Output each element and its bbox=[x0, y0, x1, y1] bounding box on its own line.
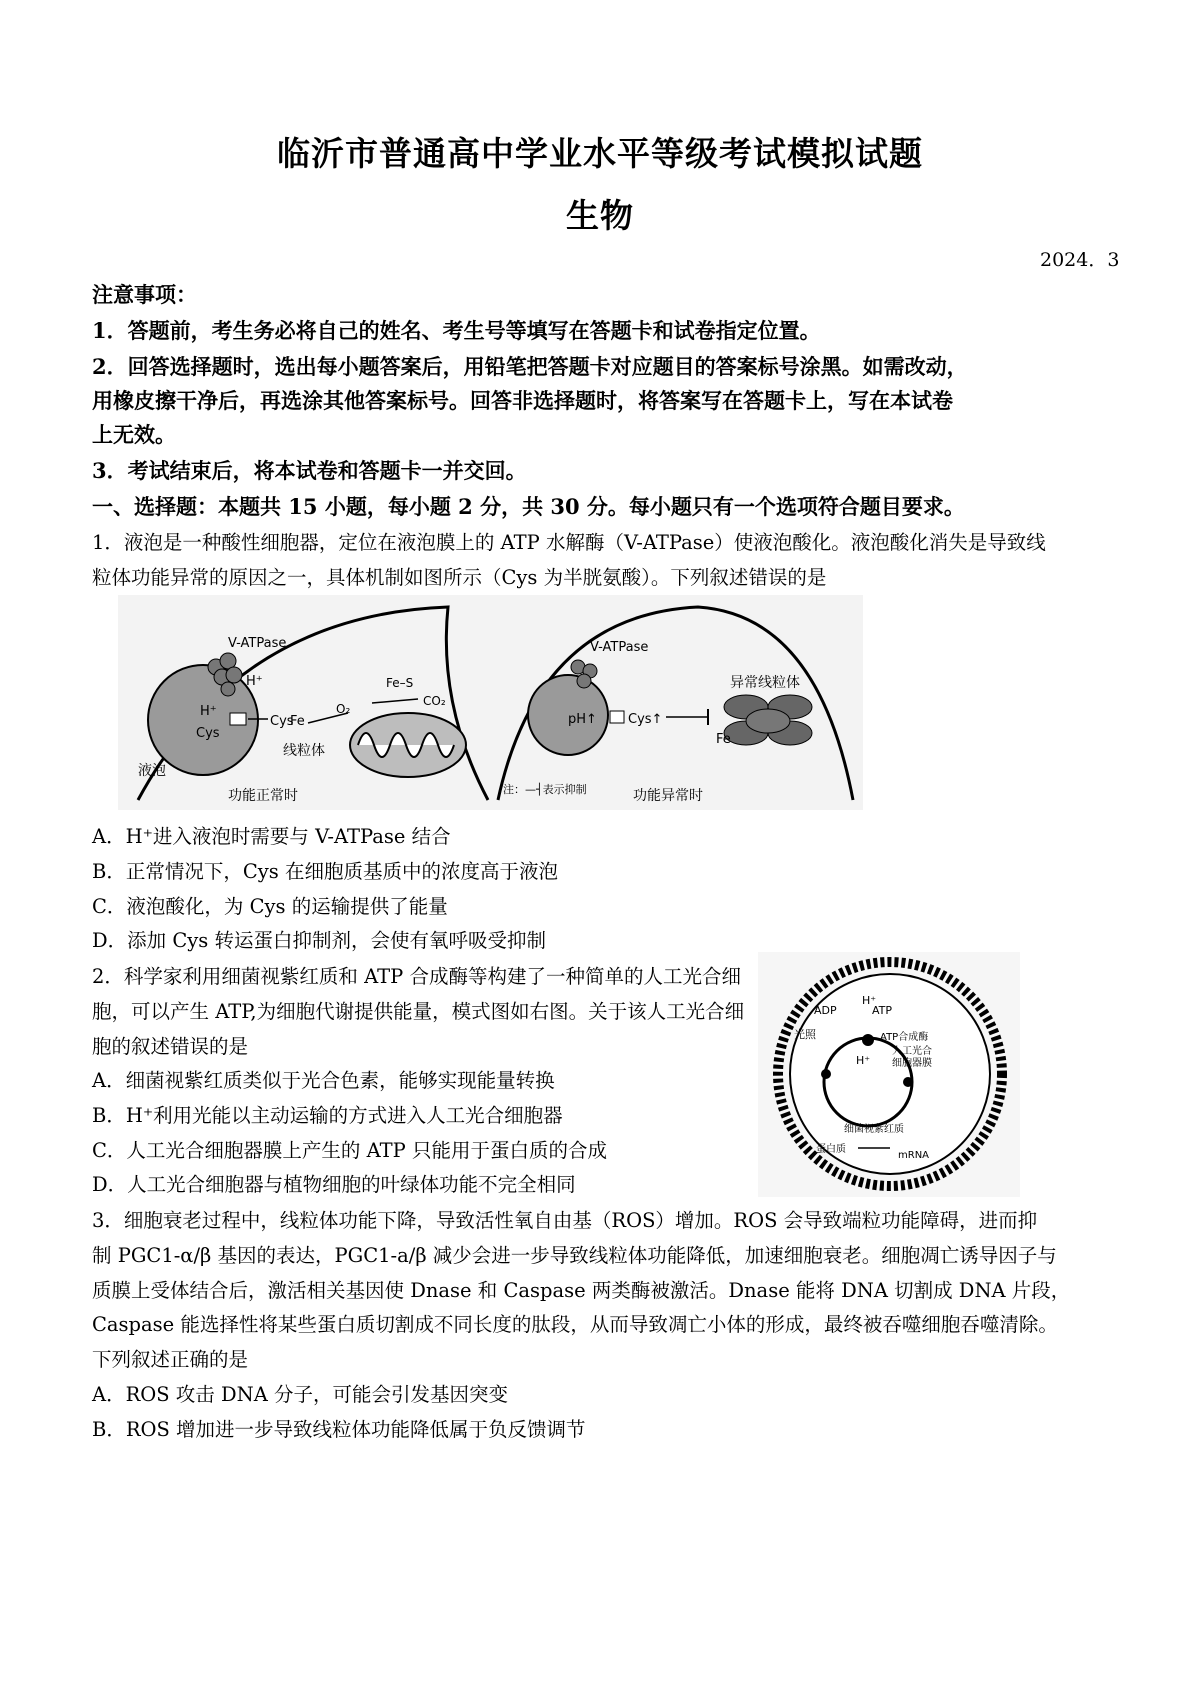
q1-option-c: C．液泡酸化，为 Cys 的运输提供了能量 bbox=[92, 895, 448, 918]
q2-option-b: B．H⁺利用光能以主动运输的方式进入人工光合细胞器 bbox=[92, 1104, 563, 1127]
label-h-plus: H⁺ bbox=[246, 674, 263, 689]
q3-stem-line: 制 PGC1-α/β 基因的表达，PGC1-a/β 减少会进一步导致线粒体功能降低，加速细胞衰老。细胞凋亡诱导因子与 bbox=[92, 1244, 1057, 1267]
mitochondrion-left bbox=[350, 713, 466, 777]
label-cys-inside: Cys bbox=[196, 726, 220, 741]
exam-date: 2024．3 bbox=[1040, 249, 1120, 271]
notice-item: 3．考试结束后，将本试卷和答题卡一并交回。 bbox=[92, 458, 527, 483]
subject-title: 生物 bbox=[566, 196, 634, 235]
q2-stem-line: 2．科学家利用细菌视紫红质和 ATP 合成酶等构建了一种简单的人工光合细 bbox=[92, 965, 741, 988]
label-ph: pH↑ bbox=[568, 712, 597, 727]
label-vatpase-right: V-ATPase bbox=[590, 640, 649, 655]
label-co2: CO₂ bbox=[423, 694, 446, 708]
q3-option-b: B．ROS 增加进一步导致线粒体功能降低属于负反馈调节 bbox=[92, 1418, 586, 1441]
q3-option-a: A．ROS 攻击 DNA 分子，可能会引发基因突变 bbox=[92, 1383, 508, 1406]
label-cys-out: Cys bbox=[270, 714, 294, 729]
notice-item: 用橡皮擦干净后，再选涂其他答案标号。回答非选择题时，将答案写在答题卡上，写在本试卷 bbox=[92, 388, 953, 413]
exam-title: 临沂市普通高中学业水平等级考试模拟试题 bbox=[277, 134, 923, 173]
label-membrane: 细胞器膜 bbox=[892, 1058, 932, 1069]
label-vacuole: 液泡 bbox=[138, 763, 166, 779]
label-inhibit-note: 注：—┤表示抑制 bbox=[503, 783, 587, 796]
label-rhodopsin: 细菌视紫红质 bbox=[844, 1124, 904, 1135]
label-h-plus: H⁺ bbox=[862, 994, 877, 1007]
q3-stem-line: Caspase 能选择性将某些蛋白质切割成不同长度的肽段，从而导致凋亡小体的形成，最终被吞噬细胞吞噬清除。 bbox=[92, 1313, 1058, 1336]
label-synthase: ATP合成酶 bbox=[880, 1032, 929, 1043]
q2-stem-line: 胞的叙述错误的是 bbox=[92, 1035, 249, 1058]
label-h-plus-inside: H⁺ bbox=[856, 1054, 871, 1067]
q1-option-d: D．添加 Cys 转运蛋白抑制剂，会使有氧呼吸受抑制 bbox=[92, 929, 546, 952]
q2-option-c: C．人工光合细胞器膜上产生的 ATP 只能用于蛋白质的合成 bbox=[92, 1139, 607, 1162]
label-fe-right: Fe bbox=[716, 732, 731, 747]
label-mrna: mRNA bbox=[898, 1150, 930, 1161]
notice-heading: 注意事项： bbox=[92, 282, 197, 307]
caption-normal: 功能正常时 bbox=[228, 788, 298, 804]
q2-figure bbox=[758, 952, 1020, 1197]
label-h-plus-inside: H⁺ bbox=[200, 704, 217, 719]
cys-transporter-left bbox=[230, 713, 246, 725]
label-protein: 蛋白质 bbox=[816, 1144, 846, 1155]
label-vatpase: V-ATPase bbox=[228, 636, 287, 651]
label-fe: Fe bbox=[290, 714, 305, 729]
q2-option-a: A．细菌视紫红质类似于光合色素，能够实现能量转换 bbox=[92, 1069, 555, 1092]
label-membrane: 人工光合 bbox=[892, 1046, 932, 1057]
notice-item: 上无效。 bbox=[92, 422, 176, 447]
label-cys-right: Cys↑ bbox=[628, 712, 663, 727]
q3-stem-line: 质膜上受体结合后，激活相关基因使 Dnase 和 Caspase 两类酶被激活。Dnase 能将 DNA 切割成 DNA 片段， bbox=[92, 1279, 1071, 1302]
label-fes: Fe–S bbox=[386, 676, 414, 690]
label-abnormal-mito: 异常线粒体 bbox=[730, 675, 800, 691]
q1-stem-line: 粒体功能异常的原因之一，具体机制如图所示（Cys 为半胱氨酸）。下列叙述错误的是 bbox=[92, 566, 827, 589]
cys-transporter-right bbox=[610, 711, 624, 723]
label-adp: ADP bbox=[814, 1004, 837, 1017]
rhodopsin-shape bbox=[903, 1077, 913, 1087]
notice-item: 1．答题前，考生务必将自己的姓名、考生号等填写在答题卡和试卷指定位置。 bbox=[92, 318, 821, 343]
q1-option-b: B．正常情况下，Cys 在细胞质基质中的浓度高于液泡 bbox=[92, 860, 558, 883]
label-o2: O₂ bbox=[336, 702, 351, 716]
label-light: 光照 bbox=[794, 1028, 816, 1041]
q3-stem-line: 下列叙述正确的是 bbox=[92, 1348, 249, 1371]
atp-synthase-shape bbox=[862, 1034, 874, 1046]
q2-option-d: D．人工光合细胞器与植物细胞的叶绿体功能不完全相同 bbox=[92, 1173, 576, 1196]
rhodopsin-shape bbox=[821, 1069, 831, 1079]
q3-stem-line: 3．细胞衰老过程中，线粒体功能下降，导致活性氧自由基（ROS）增加。ROS 会导致端粒功能障碍，进而抑 bbox=[92, 1209, 1038, 1232]
q1-figure bbox=[118, 595, 863, 810]
label-atp: ATP bbox=[872, 1004, 893, 1017]
caption-abnormal: 功能异常时 bbox=[633, 788, 703, 804]
q2-stem-line: 胞，可以产生 ATP,为细胞代谢提供能量，模式图如右图。关于该人工光合细 bbox=[92, 1000, 745, 1023]
notice-item: 2．回答选择题时，选出每小题答案后，用铅笔把答题卡对应题目的答案标号涂黑。如需改动， bbox=[92, 354, 968, 379]
q1-stem-line: 1．液泡是一种酸性细胞器，定位在液泡膜上的 ATP 水解酶（V-ATPase）使液泡酸化。液泡酸化消失是导致线 bbox=[92, 531, 1046, 554]
q1-option-a: A．H⁺进入液泡时需要与 V-ATPase 结合 bbox=[92, 825, 451, 848]
label-mito: 线粒体 bbox=[283, 743, 325, 759]
section-heading: 一、选择题：本题共 15 小题，每小题 2 分，共 30 分。每小题只有一个选项符合题目要求。 bbox=[92, 494, 965, 519]
